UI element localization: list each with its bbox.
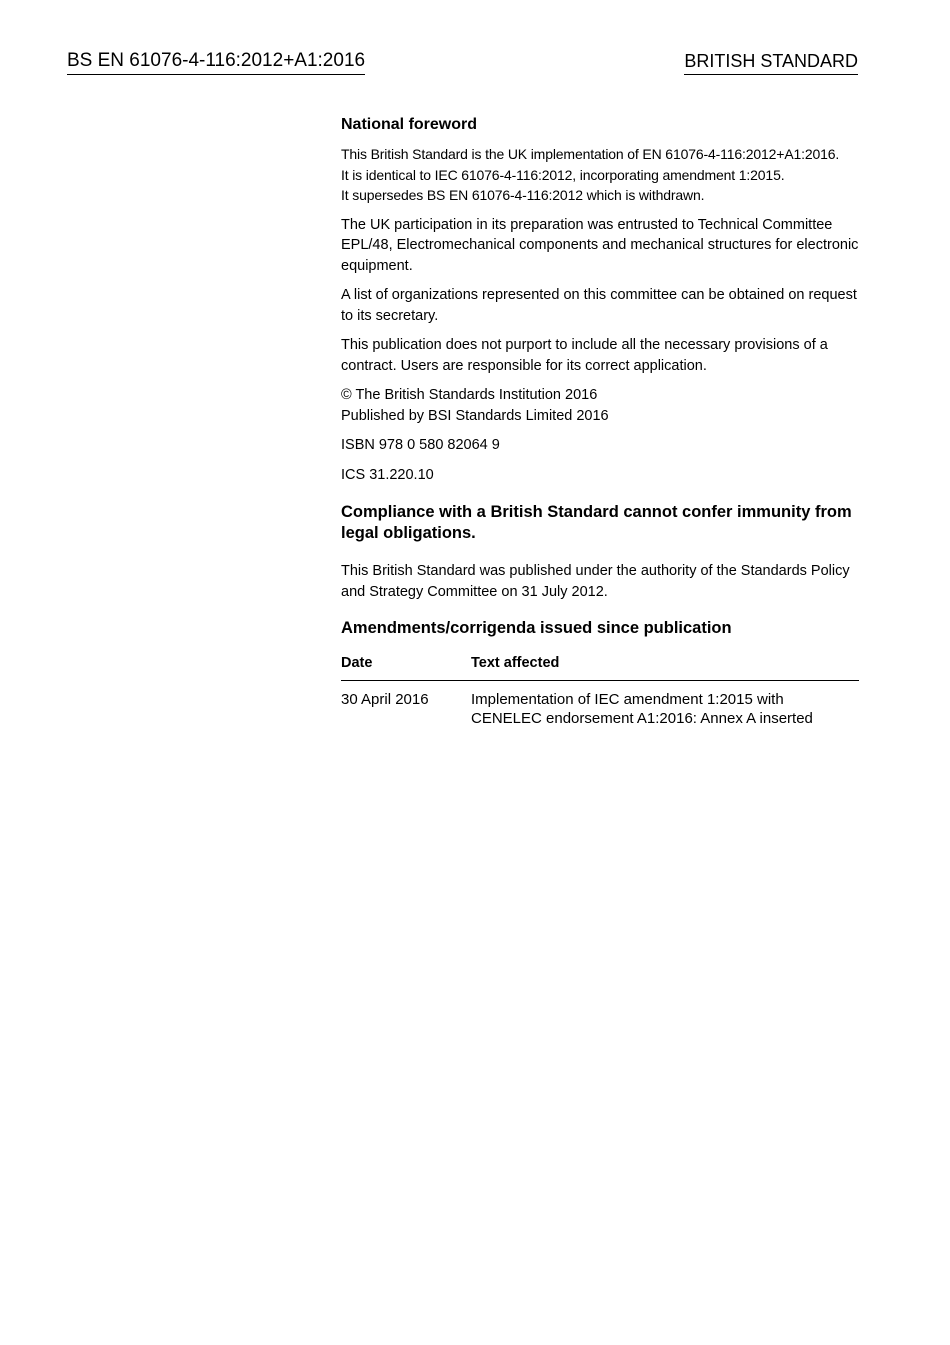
- authority-paragraph: This British Standard was published under the authority of the Standards Policy and Strategy Committee on 31 July 2012.: [341, 563, 850, 600]
- publisher-line: Published by BSI Standards Limited 2016: [341, 407, 609, 424]
- intro-line: It supersedes BS EN 61076-4-116:2012 which is withdrawn.: [341, 187, 705, 203]
- table-row: [341, 681, 859, 729]
- provisions-paragraph: This publication does not purport to include all the necessary provisions of a contract. Users are responsible for its correct application.: [341, 337, 828, 374]
- amendment-text-line: CENELEC endorsement A1:2016: Annex A inserted: [471, 710, 813, 727]
- intro-line: It is identical to IEC 61076-4-116:2012, incorporating amendment 1:2015.: [341, 166, 785, 183]
- date-column-header: Date: [341, 651, 471, 681]
- intro-line: This British Standard is the UK implementation of EN 61076-4-116:2012+A1:2016.: [341, 146, 840, 162]
- copyright-line: © The British Standards Institution 2016: [341, 387, 598, 403]
- text-affected-column-header: Text affected: [471, 651, 859, 681]
- amendments-table: [341, 651, 859, 728]
- foreword-title: National foreword: [341, 116, 478, 133]
- foreword-intro: [341, 144, 859, 206]
- ics-code: ICS 31.220.10: [341, 466, 434, 483]
- amendments-title: Amendments/corrigenda issued since publication: [341, 619, 732, 637]
- compliance-statement: Compliance with a British Standard cannot confer immunity from legal obligations.: [341, 503, 852, 542]
- amendment-text: [471, 681, 859, 729]
- isbn: ISBN 978 0 580 82064 9: [341, 437, 500, 453]
- amendment-date: 30 April 2016: [341, 691, 429, 708]
- standard-type-header: BRITISH STANDARD: [684, 50, 858, 75]
- amendments-header-row: [341, 651, 859, 681]
- amendment-text-line: Implementation of IEC amendment 1:2015 with: [471, 691, 784, 708]
- document-id-header: BS EN 61076-4-116:2012+A1:2016: [67, 50, 365, 75]
- organizations-paragraph: A list of organizations represented on this committee can be obtained on request to its secretary.: [341, 287, 857, 324]
- foreword-content: [341, 114, 859, 728]
- copyright-block: [341, 385, 859, 426]
- participation-paragraph: The UK participation in its preparation was entrusted to Technical Committee EPL/48, Electromechanical components and mechanical structures for electronic equipment.: [341, 216, 859, 274]
